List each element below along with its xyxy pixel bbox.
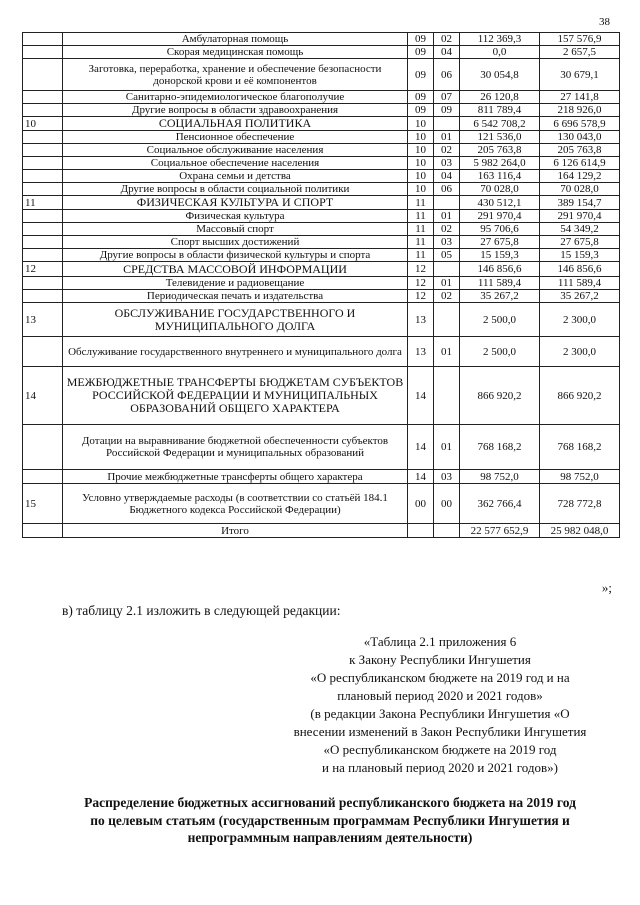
amount-2019: 22 577 652,9 bbox=[460, 524, 540, 538]
row-number bbox=[23, 131, 63, 144]
amount-2019: 163 116,4 bbox=[460, 170, 540, 183]
subsection-code bbox=[434, 524, 460, 538]
reference-line: и на плановый период 2020 и 2021 годов») bbox=[321, 760, 559, 775]
subsection-code: 04 bbox=[434, 170, 460, 183]
amount-2019: 866 920,2 bbox=[460, 367, 540, 425]
amount-2020: 130 043,0 bbox=[540, 131, 620, 144]
section-code: 12 bbox=[408, 277, 434, 290]
section-code: 11 bbox=[408, 223, 434, 236]
subsection-code bbox=[434, 196, 460, 210]
table-row bbox=[23, 236, 620, 249]
subsection-code: 09 bbox=[434, 104, 460, 117]
section-code: 13 bbox=[408, 303, 434, 337]
amount-2019: 30 054,8 bbox=[460, 59, 540, 91]
row-number bbox=[23, 183, 63, 196]
section-code bbox=[408, 524, 434, 538]
subsection-code: 01 bbox=[434, 277, 460, 290]
amount-2019: 98 752,0 bbox=[460, 470, 540, 484]
row-number bbox=[23, 210, 63, 223]
section-code: 14 bbox=[408, 367, 434, 425]
section-code: 09 bbox=[408, 104, 434, 117]
amount-2020: 218 926,0 bbox=[540, 104, 620, 117]
section-code: 13 bbox=[408, 337, 434, 367]
section-code: 12 bbox=[408, 262, 434, 277]
row-number bbox=[23, 59, 63, 91]
table-row bbox=[23, 144, 620, 157]
amount-2019: 112 369,3 bbox=[460, 33, 540, 46]
row-name: Санитарно-эпидемиологическое благополучие bbox=[63, 91, 408, 104]
table-row bbox=[23, 33, 620, 46]
amount-2020: 70 028,0 bbox=[540, 183, 620, 196]
amount-2019: 15 159,3 bbox=[460, 249, 540, 262]
subsection-code: 04 bbox=[434, 46, 460, 59]
row-number bbox=[23, 33, 63, 46]
row-name: Массовый спорт bbox=[63, 223, 408, 236]
table-row bbox=[23, 210, 620, 223]
section-code: 09 bbox=[408, 46, 434, 59]
table-row bbox=[23, 249, 620, 262]
amount-2019: 146 856,6 bbox=[460, 262, 540, 277]
row-number: 11 bbox=[23, 196, 63, 210]
row-name: Другие вопросы в области социальной политики bbox=[63, 183, 408, 196]
table-row bbox=[23, 277, 620, 290]
amount-2020: 98 752,0 bbox=[540, 470, 620, 484]
row-name: Спорт высших достижений bbox=[63, 236, 408, 249]
amount-2020: 2 657,5 bbox=[540, 46, 620, 59]
subsection-code bbox=[434, 367, 460, 425]
table-row bbox=[23, 196, 620, 210]
row-name: СОЦИАЛЬНАЯ ПОЛИТИКА bbox=[63, 117, 408, 131]
subsection-code: 03 bbox=[434, 470, 460, 484]
amount-2020: 6 126 614,9 bbox=[540, 157, 620, 170]
amount-2020: 389 154,7 bbox=[540, 196, 620, 210]
row-number bbox=[23, 144, 63, 157]
section-code: 11 bbox=[408, 210, 434, 223]
subsection-code: 02 bbox=[434, 144, 460, 157]
amount-2019: 2 500,0 bbox=[460, 303, 540, 337]
row-number bbox=[23, 470, 63, 484]
row-number bbox=[23, 249, 63, 262]
row-name: Скорая медицинская помощь bbox=[63, 46, 408, 59]
row-number bbox=[23, 337, 63, 367]
row-number bbox=[23, 277, 63, 290]
amount-2019: 70 028,0 bbox=[460, 183, 540, 196]
title-line: Распределение бюджетных ассигнований республиканского бюджета на 2019 год bbox=[84, 795, 576, 810]
amount-2019: 35 267,2 bbox=[460, 290, 540, 303]
page-number: 38 bbox=[599, 16, 610, 28]
reference-line: к Закону Республики Ингушетия bbox=[349, 652, 531, 667]
amount-2019: 26 120,8 bbox=[460, 91, 540, 104]
row-name: Дотации на выравнивание бюджетной обеспеченности субъектов Российской Федерации и муниципальных образований bbox=[63, 425, 408, 470]
section-code: 10 bbox=[408, 183, 434, 196]
row-name: Периодическая печать и издательства bbox=[63, 290, 408, 303]
row-name: ОБСЛУЖИВАНИЕ ГОСУДАРСТВЕННОГО И МУНИЦИПАЛЬНОГО ДОЛГА bbox=[63, 303, 408, 337]
row-name: Другие вопросы в области здравоохранения bbox=[63, 104, 408, 117]
row-number bbox=[23, 236, 63, 249]
table-row bbox=[23, 157, 620, 170]
section-code: 10 bbox=[408, 170, 434, 183]
subsection-code: 02 bbox=[434, 223, 460, 236]
row-number bbox=[23, 524, 63, 538]
amount-2020: 15 159,3 bbox=[540, 249, 620, 262]
reference-line: (в редакции Закона Республики Ингушетия «О bbox=[310, 706, 570, 721]
amount-2020: 2 300,0 bbox=[540, 303, 620, 337]
amount-2019: 121 536,0 bbox=[460, 131, 540, 144]
table-row bbox=[23, 290, 620, 303]
amount-2020: 111 589,4 bbox=[540, 277, 620, 290]
reference-line: «О республиканском бюджете на 2019 год и на bbox=[310, 670, 570, 685]
subsection-code: 03 bbox=[434, 157, 460, 170]
amount-2020: 2 300,0 bbox=[540, 337, 620, 367]
table-row bbox=[23, 470, 620, 484]
table-row bbox=[23, 524, 620, 538]
table-row bbox=[23, 131, 620, 144]
subsection-code: 05 bbox=[434, 249, 460, 262]
title-line: непрограммным направлениям деятельности) bbox=[187, 830, 473, 845]
row-name: Условно утверждаемые расходы (в соответствии со статьёй 184.1 Бюджетного кодекса Российской Федерации) bbox=[63, 484, 408, 524]
amount-2020: 164 129,2 bbox=[540, 170, 620, 183]
amount-2020: 54 349,2 bbox=[540, 223, 620, 236]
amount-2019: 111 589,4 bbox=[460, 277, 540, 290]
table-row bbox=[23, 183, 620, 196]
row-name: Другие вопросы в области физической культуры и спорта bbox=[63, 249, 408, 262]
row-number bbox=[23, 157, 63, 170]
row-name: Социальное обслуживание населения bbox=[63, 144, 408, 157]
budget-table bbox=[22, 32, 620, 538]
section-code: 11 bbox=[408, 196, 434, 210]
row-number bbox=[23, 290, 63, 303]
section-code: 14 bbox=[408, 425, 434, 470]
row-name: Итого bbox=[63, 524, 408, 538]
subsection-code: 02 bbox=[434, 33, 460, 46]
amount-2019: 205 763,8 bbox=[460, 144, 540, 157]
amount-2019: 2 500,0 bbox=[460, 337, 540, 367]
row-name: Заготовка, переработка, хранение и обеспечение безопасности донорской крови и её компонентов bbox=[63, 59, 408, 91]
row-name: Амбулаторная помощь bbox=[63, 33, 408, 46]
row-number: 12 bbox=[23, 262, 63, 277]
section-code: 10 bbox=[408, 117, 434, 131]
row-number: 10 bbox=[23, 117, 63, 131]
section-code: 10 bbox=[408, 157, 434, 170]
section-code: 09 bbox=[408, 59, 434, 91]
subsection-code: 01 bbox=[434, 425, 460, 470]
amount-2019: 768 168,2 bbox=[460, 425, 540, 470]
subsection-code: 01 bbox=[434, 210, 460, 223]
row-name: СРЕДСТВА МАССОВОЙ ИНФОРМАЦИИ bbox=[63, 262, 408, 277]
amount-2019: 811 789,4 bbox=[460, 104, 540, 117]
table-row bbox=[23, 46, 620, 59]
table-row bbox=[23, 367, 620, 425]
amount-2019: 0,0 bbox=[460, 46, 540, 59]
section-code: 09 bbox=[408, 91, 434, 104]
section-code: 14 bbox=[408, 470, 434, 484]
amount-2019: 362 766,4 bbox=[460, 484, 540, 524]
amount-2019: 5 982 264,0 bbox=[460, 157, 540, 170]
row-number: 15 bbox=[23, 484, 63, 524]
amount-2020: 157 576,9 bbox=[540, 33, 620, 46]
amount-2019: 95 706,6 bbox=[460, 223, 540, 236]
row-name: Физическая культура bbox=[63, 210, 408, 223]
reference-line: «О республиканском бюджете на 2019 год bbox=[323, 742, 557, 757]
closing-quote: »; bbox=[601, 580, 612, 595]
subsection-code bbox=[434, 262, 460, 277]
row-name: Телевидение и радиовещание bbox=[63, 277, 408, 290]
amount-2020: 146 856,6 bbox=[540, 262, 620, 277]
reference-line: плановый период 2020 и 2021 годов» bbox=[337, 688, 543, 703]
table-row bbox=[23, 59, 620, 91]
subsection-code: 02 bbox=[434, 290, 460, 303]
subsection-code: 03 bbox=[434, 236, 460, 249]
row-number: 13 bbox=[23, 303, 63, 337]
section-code: 09 bbox=[408, 33, 434, 46]
subsection-code bbox=[434, 117, 460, 131]
amount-2019: 430 512,1 bbox=[460, 196, 540, 210]
row-name: Обслуживание государственного внутреннего и муниципального долга bbox=[63, 337, 408, 367]
amendment-intro: в) таблицу 2.1 изложить в следующей редакции: bbox=[62, 603, 341, 618]
amount-2019: 291 970,4 bbox=[460, 210, 540, 223]
amount-2020: 205 763,8 bbox=[540, 144, 620, 157]
amount-2020: 27 141,8 bbox=[540, 91, 620, 104]
row-number: 14 bbox=[23, 367, 63, 425]
subsection-code: 00 bbox=[434, 484, 460, 524]
subsection-code: 01 bbox=[434, 337, 460, 367]
row-number bbox=[23, 223, 63, 236]
document-title bbox=[40, 794, 620, 847]
subsection-code: 07 bbox=[434, 91, 460, 104]
amount-2020: 768 168,2 bbox=[540, 425, 620, 470]
budget-table-body bbox=[23, 33, 620, 538]
section-code: 12 bbox=[408, 290, 434, 303]
table-row bbox=[23, 425, 620, 470]
table-row bbox=[23, 337, 620, 367]
row-number bbox=[23, 425, 63, 470]
amount-2019: 6 542 708,2 bbox=[460, 117, 540, 131]
subsection-code: 01 bbox=[434, 131, 460, 144]
table-row bbox=[23, 170, 620, 183]
section-code: 10 bbox=[408, 144, 434, 157]
row-name: ФИЗИЧЕСКАЯ КУЛЬТУРА И СПОРТ bbox=[63, 196, 408, 210]
amount-2020: 291 970,4 bbox=[540, 210, 620, 223]
section-code: 10 bbox=[408, 131, 434, 144]
table-row bbox=[23, 223, 620, 236]
row-name: Пенсионное обеспечение bbox=[63, 131, 408, 144]
reference-line: «Таблица 2.1 приложения 6 bbox=[363, 634, 517, 649]
amount-2020: 30 679,1 bbox=[540, 59, 620, 91]
title-line: по целевым статьям (государственным программам Республики Ингушетия и bbox=[90, 812, 570, 828]
table-row bbox=[23, 303, 620, 337]
subsection-code: 06 bbox=[434, 59, 460, 91]
row-number bbox=[23, 104, 63, 117]
row-number bbox=[23, 91, 63, 104]
section-code: 11 bbox=[408, 236, 434, 249]
table-row bbox=[23, 484, 620, 524]
table-row bbox=[23, 91, 620, 104]
reference-line: внесении изменений в Закон Республики Ингушетия bbox=[293, 724, 587, 739]
amount-2020: 25 982 048,0 bbox=[540, 524, 620, 538]
row-name: Прочие межбюджетные трансферты общего характера bbox=[63, 470, 408, 484]
subsection-code bbox=[434, 303, 460, 337]
amount-2020: 27 675,8 bbox=[540, 236, 620, 249]
table-row bbox=[23, 104, 620, 117]
amount-2020: 866 920,2 bbox=[540, 367, 620, 425]
row-number bbox=[23, 170, 63, 183]
subsection-code: 06 bbox=[434, 183, 460, 196]
row-name: Охрана семьи и детства bbox=[63, 170, 408, 183]
section-code: 00 bbox=[408, 484, 434, 524]
amount-2019: 27 675,8 bbox=[460, 236, 540, 249]
row-name: Социальное обеспечение населения bbox=[63, 157, 408, 170]
table-row bbox=[23, 262, 620, 277]
row-number bbox=[23, 46, 63, 59]
section-code: 11 bbox=[408, 249, 434, 262]
table-row bbox=[23, 117, 620, 131]
amount-2020: 35 267,2 bbox=[540, 290, 620, 303]
row-name: МЕЖБЮДЖЕТНЫЕ ТРАНСФЕРТЫ БЮДЖЕТАМ СУБЪЕКТОВ РОССИЙСКОЙ ФЕДЕРАЦИИ И МУНИЦИПАЛЬНЫХ ОБРАЗОВАНИЙ ОБЩЕГО ХАРАКТЕРА bbox=[63, 367, 408, 425]
amount-2020: 728 772,8 bbox=[540, 484, 620, 524]
amount-2020: 6 696 578,9 bbox=[540, 117, 620, 131]
